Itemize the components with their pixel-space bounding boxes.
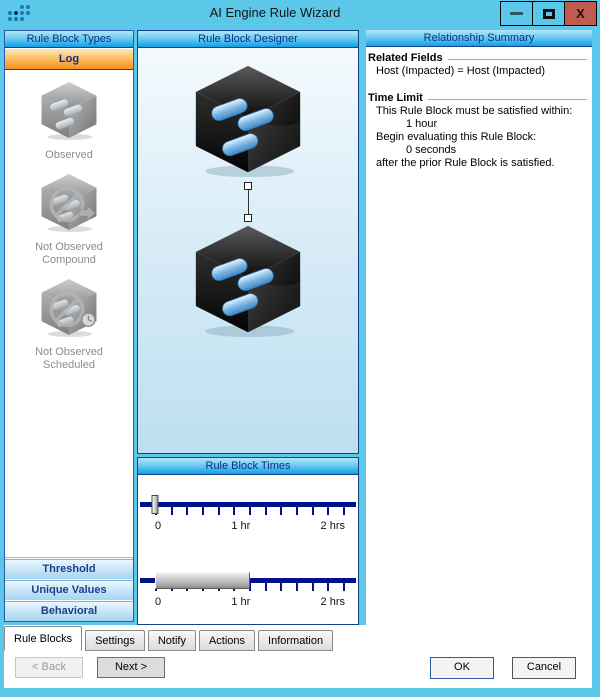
type-item-label: Not Observed Compound — [35, 241, 103, 266]
rule-block-cube-icon[interactable] — [189, 224, 307, 338]
evaluation-delay-slider[interactable] — [138, 571, 358, 631]
connector-handle[interactable] — [244, 214, 252, 222]
rule-block-cube-icon[interactable] — [189, 64, 307, 178]
rule-block-type-list — [5, 70, 133, 558]
ok-button[interactable]: OK — [430, 657, 494, 679]
tick-label: 2 hrs — [320, 596, 345, 608]
rule-block-times-panel — [137, 457, 359, 625]
behavioral-button[interactable]: Behavioral — [5, 601, 133, 621]
tick-label: 2 hrs — [320, 520, 345, 532]
unique-values-button[interactable]: Unique Values — [5, 580, 133, 600]
designer-canvas[interactable] — [138, 48, 358, 453]
type-item-label: Observed — [45, 149, 93, 161]
close-button[interactable]: X — [564, 1, 597, 26]
rule-block-designer-panel — [137, 30, 359, 454]
connector-line — [248, 190, 249, 214]
slider-labels — [155, 596, 345, 608]
cube-not-observed-scheduled-icon — [38, 278, 100, 338]
window-title: AI Engine Rule Wizard — [209, 5, 341, 20]
slider-ticks — [155, 507, 345, 515]
next-button[interactable]: Next > — [97, 657, 165, 678]
slider-thumb[interactable] — [152, 495, 159, 514]
tab-actions[interactable]: Actions — [199, 630, 255, 651]
type-item-not-observed-compound[interactable] — [5, 173, 133, 267]
time-limit-line: This Rule Block must be satisfied within: — [376, 105, 573, 117]
rule-block-types-panel — [4, 30, 134, 622]
log-type-button[interactable]: Log — [5, 48, 133, 70]
block-connector — [244, 182, 252, 222]
connector-handle[interactable] — [244, 182, 252, 190]
bottom-bar — [4, 625, 592, 688]
minimize-button[interactable] — [500, 1, 533, 26]
tab-information[interactable]: Information — [258, 630, 333, 651]
threshold-button[interactable]: Threshold — [5, 559, 133, 579]
time-limit-line: after the prior Rule Block is satisfied. — [376, 157, 555, 169]
type-item-not-observed-scheduled[interactable] — [5, 278, 133, 372]
rule-block-times-header: Rule Block Times — [138, 458, 358, 475]
title-bar — [0, 0, 600, 28]
section-rule — [428, 99, 587, 100]
related-fields-value: Host (Impacted) = Host (Impacted) — [376, 65, 546, 77]
time-limit-section-title — [368, 92, 589, 105]
tab-settings[interactable]: Settings — [85, 630, 145, 651]
rule-block-times-body — [138, 475, 358, 624]
tick-label: 1 hr — [231, 520, 251, 532]
related-fields-section-title — [368, 52, 589, 65]
time-limit-slider[interactable] — [138, 495, 358, 555]
rule-block-designer-header: Rule Block Designer — [138, 31, 358, 48]
tick-label: 0 — [155, 596, 162, 608]
type-item-observed[interactable] — [5, 81, 133, 162]
tab-rule-blocks[interactable]: Rule Blocks — [4, 626, 82, 651]
section-rule — [448, 59, 587, 60]
relationship-summary-header: Relationship Summary — [366, 30, 592, 47]
wizard-tabs — [4, 626, 333, 651]
cube-observed-icon — [38, 81, 100, 141]
cube-not-observed-compound-icon — [38, 173, 100, 233]
tick-label: 0 — [155, 520, 162, 532]
type-item-label: Not Observed Scheduled — [35, 346, 103, 371]
evaluation-range-bar[interactable] — [155, 572, 250, 589]
back-button[interactable]: < Back — [15, 657, 83, 678]
time-limit-value: 1 hour — [406, 118, 438, 130]
time-limit-value: 0 seconds — [406, 144, 457, 156]
maximize-button[interactable] — [532, 1, 565, 26]
time-limit-line: Begin evaluating this Rule Block: — [376, 131, 537, 143]
slider-labels — [155, 520, 345, 532]
section-title-text: Related Fields — [368, 52, 443, 64]
tab-notify[interactable]: Notify — [148, 630, 196, 651]
tick-label: 1 hr — [231, 596, 251, 608]
rule-block-types-header: Rule Block Types — [5, 31, 133, 48]
cancel-button[interactable]: Cancel — [512, 657, 576, 679]
relationship-summary-panel — [366, 30, 592, 625]
app-logo-dots-icon — [8, 5, 32, 23]
section-title-text: Time Limit — [368, 92, 423, 104]
